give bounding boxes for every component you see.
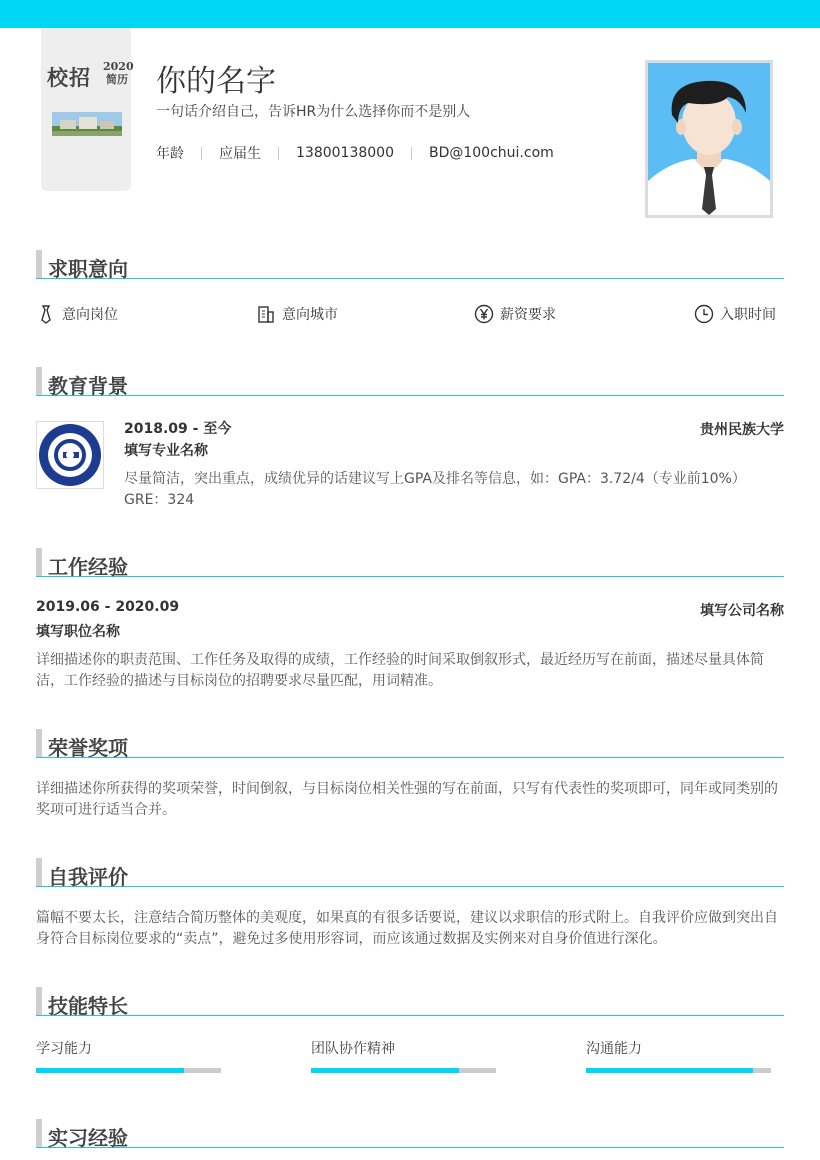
section-marker (36, 1119, 42, 1147)
intent-label: 入职时间 (720, 307, 776, 323)
info-email[interactable]: BD@100chui.com (428, 145, 554, 161)
profile-photo (645, 60, 773, 218)
section-title: 教育背景 (48, 374, 128, 398)
badge-logo (47, 60, 134, 92)
section-education (36, 367, 784, 396)
section-self-evaluation (36, 858, 784, 887)
candidate-intro: 一句话介绍自己，告诉HR为什么选择你而不是别人 (156, 104, 471, 120)
education-description: 尽量简洁，突出重点，成绩优异的话建议写上GPA及排名等信息，如：GPA：3.72/4（专业前10%） GRE：324 (124, 471, 746, 508)
intent-salary (474, 304, 556, 324)
education-school: 贵州民族大学 (700, 422, 784, 438)
section-internship (36, 1119, 784, 1148)
work-company: 填写公司名称 (700, 603, 784, 619)
section-title: 自我评价 (48, 865, 128, 889)
section-job-intent (36, 250, 784, 279)
badge-main-text: 校招 (47, 65, 91, 90)
university-seal (36, 421, 104, 489)
section-marker (36, 987, 42, 1015)
info-status: 应届生 (219, 146, 261, 162)
section-title: 荣誉奖项 (48, 736, 128, 760)
top-accent-bar (0, 0, 820, 28)
education-major: 填写专业名称 (124, 443, 208, 459)
info-divider (278, 147, 279, 160)
skill-name: 团队协作精神 (311, 1041, 395, 1057)
work-position: 填写职位名称 (36, 624, 120, 640)
intent-city (256, 304, 338, 324)
campus-image (52, 112, 122, 136)
intent-label: 意向城市 (282, 307, 338, 323)
intent-label: 薪资要求 (500, 307, 556, 323)
skill-bar-fill (586, 1068, 753, 1073)
skill-name: 学习能力 (36, 1041, 92, 1057)
section-marker (36, 250, 42, 278)
badge-year: 2020 (103, 60, 134, 73)
skill-bar-track (311, 1068, 496, 1073)
candidate-info-row (156, 143, 554, 163)
intent-position (36, 304, 118, 324)
yen-icon (474, 304, 494, 324)
intent-label: 意向岗位 (62, 307, 118, 323)
section-skills (36, 987, 784, 1016)
honors-description: 详细描述你所获得的奖项荣誉，时间倒叙，与目标岗位相关性强的写在前面，只写有代表性的奖项即可，同年或同类别的奖项可进行适当合并。 (36, 781, 778, 818)
section-title: 工作经验 (48, 555, 128, 579)
campus-recruit-badge (41, 28, 134, 191)
candidate-name: 你的名字 (156, 64, 276, 99)
section-title: 技能特长 (48, 994, 128, 1018)
section-title: 求职意向 (48, 257, 128, 281)
section-marker (36, 548, 42, 576)
section-marker (36, 729, 42, 757)
skill-bar-fill (36, 1068, 184, 1073)
skill-bar-fill (311, 1068, 459, 1073)
info-phone[interactable]: 13800138000 (296, 145, 394, 161)
section-honors (36, 729, 784, 758)
education-date: 2018.09 - 至今 (124, 421, 232, 437)
intent-start-time (694, 304, 776, 324)
university-logo (37, 422, 103, 488)
building-icon (256, 304, 276, 324)
badge-sub: 简历 (106, 73, 128, 86)
skill-item (311, 1038, 496, 1058)
self-evaluation-description: 篇幅不要太长，注意结合简历整体的美观度，如果真的有很多话要说，建议以求职信的形式附上。自我评价应做到突出自身符合目标岗位要求的“卖点”，避免过多使用形容词，而应该通过数据及实例来对自身价值进行深化。 (36, 910, 778, 947)
clock-icon (694, 304, 714, 324)
section-marker (36, 858, 42, 886)
skill-name: 沟通能力 (586, 1041, 642, 1057)
info-divider (411, 147, 412, 160)
section-marker (36, 367, 42, 395)
skill-bar-track (586, 1068, 771, 1073)
section-work (36, 548, 784, 577)
work-description: 详细描述你的职责范围、工作任务及取得的成绩，工作经验的时间采取倒叙形式，最近经历写在前面，描述尽量具体简洁，工作经验的描述与目标岗位的招聘要求尽量匹配，用词精准。 (36, 652, 764, 689)
skill-item (586, 1038, 771, 1058)
skill-item (36, 1038, 221, 1058)
section-title: 实习经验 (48, 1126, 128, 1150)
tie-icon (36, 304, 56, 324)
avatar-illustration (648, 63, 770, 215)
work-date: 2019.06 - 2020.09 (36, 599, 180, 615)
info-divider (201, 147, 202, 160)
skill-bar-track (36, 1068, 221, 1073)
info-age: 年龄 (156, 146, 184, 162)
